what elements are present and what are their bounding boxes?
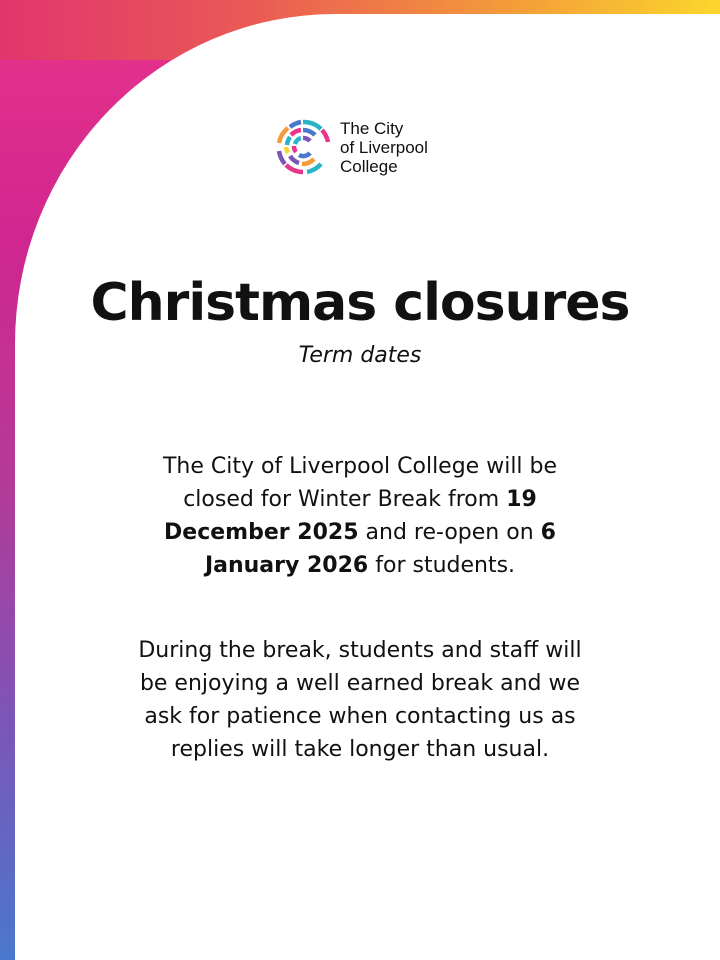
closure-date: 19 December 2025	[164, 487, 537, 545]
page-title: Christmas closures	[90, 273, 630, 333]
college-logo	[274, 114, 474, 180]
closure-paragraph	[130, 450, 590, 582]
logo-line-3: College	[340, 156, 398, 176]
college-ring-logo-icon	[274, 118, 332, 176]
page-subtitle: Term dates	[298, 343, 422, 368]
closure-text-b: and re-open on	[365, 520, 534, 545]
closure-text-c: for students.	[375, 553, 516, 578]
college-logo-text	[340, 119, 428, 176]
reopen-date: 6 January 2026	[204, 520, 556, 578]
logo-line-2: of Liverpool	[340, 137, 428, 157]
closure-text-a: The City of Liverpool College will be closed for Winter Break from	[162, 454, 558, 512]
patience-paragraph: During the break, students and staff will be enjoying a well earned break and we ask for patience when contacting us as replies will take longer than usual.	[138, 638, 582, 762]
logo-line-1: The City	[340, 118, 404, 138]
